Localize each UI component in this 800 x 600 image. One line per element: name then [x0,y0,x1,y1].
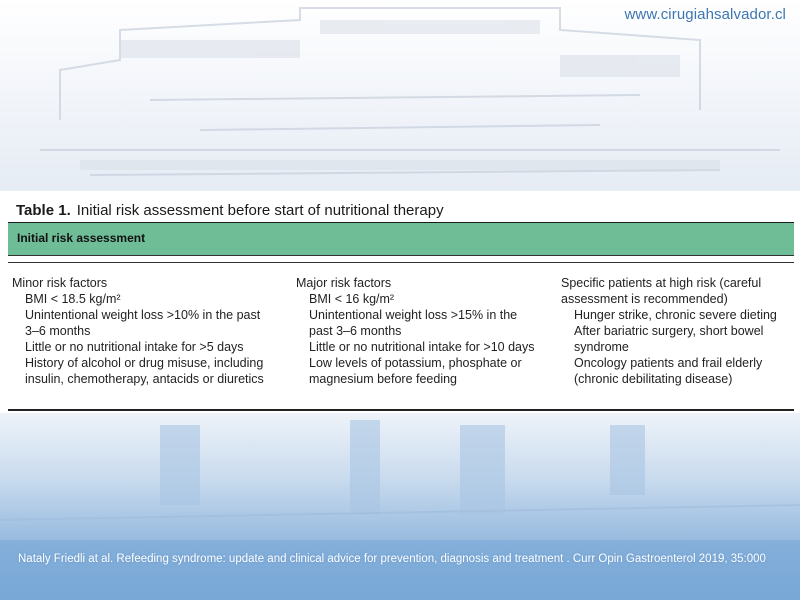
column-major-risk [296,275,536,387]
risk-item: History of alcohol or drug misuse, including insulin, chemotherapy, antacids or diuretics [25,356,264,386]
table-caption-label: Table 1. [16,202,71,219]
risk-item: Low levels of potassium, phosphate or magnesium before feeding [309,356,522,386]
risk-item: Little or no nutritional intake for >10 days [309,340,535,354]
table-panel [0,191,800,413]
risk-item: Unintentional weight loss >10% in the past 3–6 months [25,308,261,338]
risk-item: Hunger strike, chronic severe dieting [574,308,777,322]
risk-item: After bariatric surgery, short bowel syndrome [574,324,764,354]
column-heading: Specific patients at high risk (careful assessment is recommended) [561,276,762,306]
divider [8,409,794,411]
divider [8,262,794,263]
risk-item: Little or no nutritional intake for >5 days [25,340,244,354]
table-caption [16,202,444,219]
table-header-band [8,222,794,255]
risk-item: BMI < 18.5 kg/m² [25,292,121,306]
risk-item: BMI < 16 kg/m² [309,292,395,306]
risk-item: Unintentional weight loss >15% in the past 3–6 months [309,308,518,338]
table-caption-text: Initial risk assessment before start of nutritional therapy [76,202,444,219]
risk-item: Oncology patients and frail elderly (chronic debilitating disease) [574,356,763,386]
column-high-risk-patients [561,275,793,387]
column-heading: Minor risk factors [12,276,108,290]
site-url[interactable]: www.cirugiahsalvador.cl [624,6,786,23]
column-heading: Major risk factors [296,276,392,290]
column-minor-risk [12,275,274,387]
divider [8,255,794,256]
citation: Nataly Friedli at al. Refeeding syndrome: update and clinical advice for prevention, diagnosis and treatment . Curr Opin Gastroenterol 2019, 35:000 [18,553,766,565]
table-header-title: Initial risk assessment [17,231,146,245]
